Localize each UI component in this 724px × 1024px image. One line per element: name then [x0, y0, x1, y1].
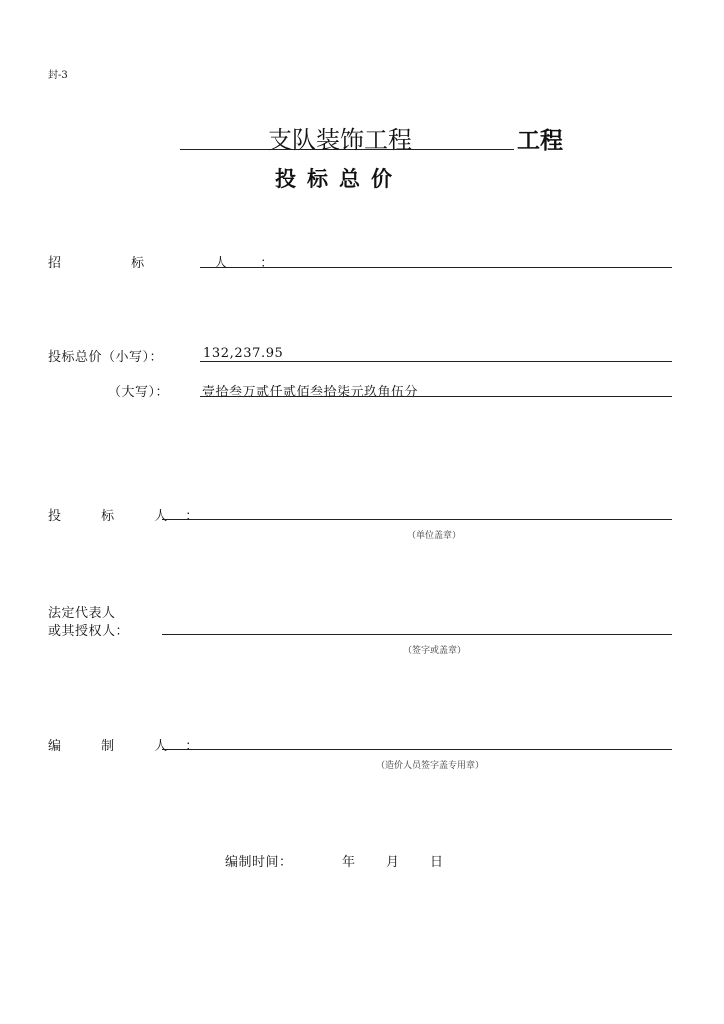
total-price-capital-label: （大写）： — [108, 385, 170, 400]
total-price-capital-value: 壹拾叁万贰仟贰佰叁拾柒元玖角伍分 — [202, 385, 419, 400]
bidder-note: （单位盖章） — [407, 531, 462, 541]
date-label: 编制时间： — [225, 855, 293, 870]
compiler-line[interactable] — [162, 749, 672, 750]
legal-rep-label-line1: 法定代表人 — [48, 606, 116, 621]
total-price-small-value: 132,237.95 — [203, 346, 284, 361]
total-price-small-line — [200, 361, 672, 362]
tenderer-label: 招 标 人： — [48, 256, 307, 271]
year-label: 年 — [342, 855, 356, 870]
legal-rep-label-line2: 或其授权人： — [48, 624, 130, 639]
project-name-underline — [180, 149, 514, 150]
title-suffix: 工程 — [517, 128, 563, 154]
tenderer-line[interactable] — [200, 267, 672, 268]
project-name: 支队装饰工程 — [268, 126, 412, 154]
compiler-note: （造价人员签字盖专用章） — [376, 761, 485, 771]
legal-rep-note: （签字或盖章） — [403, 646, 467, 656]
bidder-line[interactable] — [162, 519, 672, 520]
month-label: 月 — [386, 855, 400, 870]
total-price-capital-line — [200, 396, 672, 397]
legal-rep-line[interactable] — [162, 634, 672, 635]
day-label: 日 — [430, 855, 444, 870]
compiler-label: 编 制 人： — [48, 739, 217, 754]
bidder-label: 投 标 人： — [48, 509, 217, 524]
page-title: 投标总价 — [275, 167, 403, 191]
form-code: 封-3 — [48, 70, 68, 81]
total-price-small-label: 投标总价（小写）： — [48, 350, 164, 365]
